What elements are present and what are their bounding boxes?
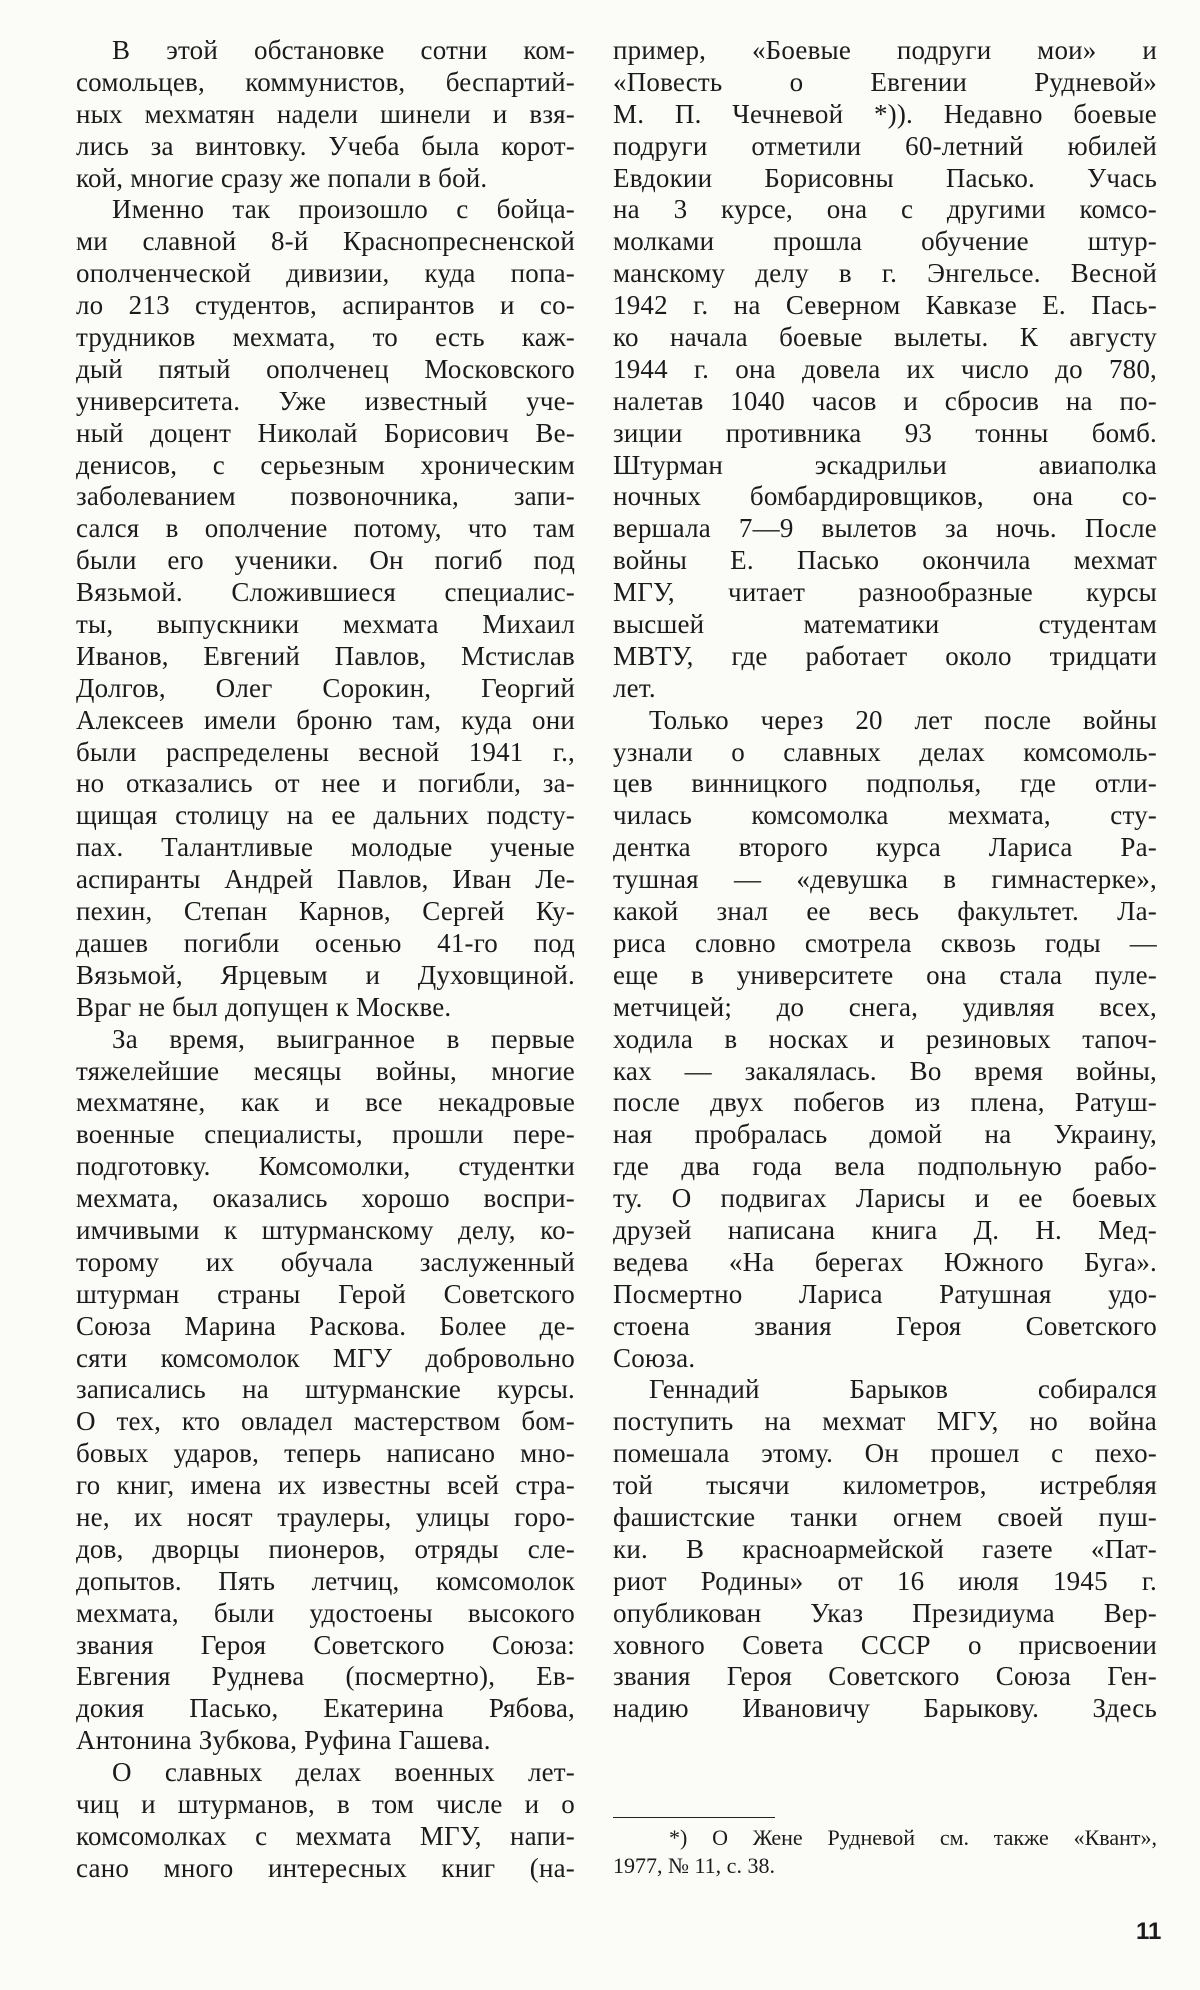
text-line: сяти комсомолок МГУ добровольно bbox=[76, 1342, 575, 1373]
text-line: узнали о славных делах комсомоль- bbox=[613, 736, 1157, 767]
text-line: имчивыми к штурманскому делу, ко- bbox=[76, 1214, 575, 1245]
text-line: 1944 г. она довела их число до 780, bbox=[613, 353, 1157, 384]
text-line: ведева «На берегах Южного Буга». bbox=[613, 1246, 1157, 1277]
text-line: военные специалисты, прошли пере- bbox=[76, 1119, 575, 1150]
text-line: Только через 20 лет после войны bbox=[649, 704, 1157, 735]
text-line: друзей написана книга Д. Н. Мед- bbox=[613, 1214, 1157, 1245]
text-line: МВТУ, где работает около тридцати bbox=[613, 640, 1157, 671]
text-line: щищая столицу на ее дальних подсту- bbox=[76, 800, 575, 831]
paragraph bbox=[613, 705, 1157, 1375]
text-line: ко начала боевые вылеты. К августу bbox=[613, 322, 1157, 353]
text-line: мехматяне, как и все некадровые bbox=[76, 1087, 575, 1118]
paragraph bbox=[76, 194, 575, 1023]
paragraph bbox=[76, 35, 575, 194]
paragraph bbox=[613, 1374, 1157, 1725]
text-line: О славных делах военных лет- bbox=[112, 1757, 575, 1788]
text-line: надию Ивановичу Барыкову. Здесь bbox=[613, 1693, 1157, 1724]
text-line: сано много интересных книг (на- bbox=[76, 1852, 575, 1883]
text-line: риот Родины» от 16 июля 1945 г. bbox=[613, 1565, 1157, 1596]
text-line: ночных бомбардировщиков, она со- bbox=[613, 481, 1157, 512]
text-line: «Повесть о Евгении Рудневой» bbox=[613, 66, 1157, 97]
text-line: Штурман эскадрильи авиаполка bbox=[613, 449, 1157, 480]
paragraph bbox=[613, 35, 1157, 705]
text-line: лет. bbox=[613, 672, 656, 703]
footnote-line: *) О Жене Рудневой см. также «Квант», bbox=[669, 1825, 1157, 1850]
paragraph bbox=[76, 1757, 575, 1885]
text-line: Евгения Руднева (посмертно), Ев- bbox=[76, 1661, 575, 1692]
text-line: тушная — «девушка в гимнастерке», bbox=[613, 864, 1157, 895]
text-line: Долгов, Олег Сорокин, Георгий bbox=[76, 672, 575, 703]
text-line: Алексеев имели броню там, куда они bbox=[76, 704, 575, 735]
text-line: ки. В красноармейской газете «Пат- bbox=[613, 1533, 1157, 1564]
text-line: еще в университете она стала пуле- bbox=[613, 959, 1157, 990]
text-line: тяжелейшие месяцы войны, многие bbox=[76, 1055, 575, 1086]
text-line: опубликован Указ Президиума Вер- bbox=[613, 1597, 1157, 1628]
footnote-divider bbox=[613, 1817, 775, 1818]
text-line: Союза Марина Раскова. Более де- bbox=[76, 1310, 575, 1341]
text-line: Именно так произошло с бойца- bbox=[112, 194, 575, 225]
text-line: после двух побегов из плена, Ратуш- bbox=[613, 1087, 1157, 1118]
text-line: ходила в носках и резиновых тапоч- bbox=[613, 1023, 1157, 1054]
text-line: торому их обучала заслуженный bbox=[76, 1246, 575, 1277]
text-line: дый пятый ополченец Московского bbox=[76, 353, 575, 384]
text-line: бовых ударов, теперь написано мно- bbox=[76, 1438, 575, 1469]
text-line: вершала 7—9 вылетов за ночь. После bbox=[613, 513, 1157, 544]
footnote bbox=[613, 1824, 1157, 1880]
text-line: лись за винтовку. Учеба была корот- bbox=[76, 130, 575, 161]
text-line: звания Героя Советского Союза: bbox=[76, 1629, 575, 1660]
text-line: ных мехматян надели шинели и взя- bbox=[76, 98, 575, 129]
text-line: мехмата, были удостоены высокого bbox=[76, 1597, 575, 1628]
text-line: штурман страны Герой Советского bbox=[76, 1278, 575, 1309]
page-number: 11 bbox=[1136, 1918, 1162, 1945]
text-line: Евдокии Борисовны Пасько. Учась bbox=[613, 162, 1157, 193]
text-line: трудников мехмата, то есть каж- bbox=[76, 322, 575, 353]
text-line: ми славной 8-й Краснопресненской bbox=[76, 226, 575, 257]
text-line: За время, выигранное в первые bbox=[112, 1023, 575, 1054]
text-line: аспиранты Андрей Павлов, Иван Ле- bbox=[76, 864, 575, 895]
text-line: какой знал ее весь факультет. Ла- bbox=[613, 896, 1157, 927]
text-line: денисов, с серьезным хроническим bbox=[76, 449, 575, 480]
text-line: звания Героя Советского Союза Ген- bbox=[613, 1661, 1157, 1692]
text-line: мехмата, оказались хорошо воспри- bbox=[76, 1183, 575, 1214]
text-line: В этой обстановке сотни ком- bbox=[112, 35, 575, 65]
text-line: были его ученики. Он погиб под bbox=[76, 545, 575, 576]
text-line: сомольцев, коммунистов, беспартий- bbox=[76, 66, 575, 97]
text-line: на 3 курсе, она с другими комсо- bbox=[613, 194, 1157, 225]
text-line: допытов. Пять летчиц, комсомолок bbox=[76, 1565, 575, 1596]
text-line: дентка второго курса Лариса Ра- bbox=[613, 832, 1157, 863]
column-left bbox=[76, 35, 575, 1885]
text-line: риса словно смотрела сквозь годы — bbox=[613, 927, 1157, 958]
text-line: подготовку. Комсомолки, студентки bbox=[76, 1151, 575, 1182]
text-line: М. П. Чечневой *)). Недавно боевые bbox=[613, 98, 1157, 129]
text-line: ках — закалялась. Во время войны, bbox=[613, 1055, 1157, 1086]
text-line: манскому делу в г. Энгельсе. Весной bbox=[613, 258, 1157, 289]
text-line: О тех, кто овладел мастерством бом- bbox=[76, 1406, 575, 1437]
text-line: Союза. bbox=[613, 1342, 696, 1373]
text-line: записались на штурманские курсы. bbox=[76, 1374, 575, 1405]
text-line: поступить на мехмат МГУ, но война bbox=[613, 1406, 1157, 1437]
text-line: были распределены весной 1941 г., bbox=[76, 736, 575, 767]
text-line: пример, «Боевые подруги мои» и bbox=[613, 35, 1157, 65]
text-line: Враг не был допущен к Москве. bbox=[76, 991, 452, 1022]
text-line: ло 213 студентов, аспирантов и со- bbox=[76, 290, 575, 321]
text-line: Вязьмой. Сложившиеся специалис- bbox=[76, 577, 575, 608]
text-line: дов, дворцы пионеров, отряды сле- bbox=[76, 1533, 575, 1564]
text-line: 1942 г. на Северном Кавказе Е. Пась- bbox=[613, 290, 1157, 321]
text-line: комсомолках с мехмата МГУ, напи- bbox=[76, 1820, 575, 1851]
footnote-line: 1977, № 11, с. 38. bbox=[613, 1853, 775, 1878]
text-line: Вязьмой, Ярцевым и Духовщиной. bbox=[76, 959, 575, 990]
text-line: где два года вела подпольную рабо- bbox=[613, 1151, 1157, 1182]
text-line: Антонина Зубкова, Руфина Гашева. bbox=[76, 1725, 491, 1756]
text-line: молками прошла обучение штур- bbox=[613, 226, 1157, 257]
text-line: войны Е. Пасько окончила мехмат bbox=[613, 545, 1157, 576]
text-line: ная пробралась домой на Украину, bbox=[613, 1119, 1157, 1150]
text-line: ховного Совета СССР о присвоении bbox=[613, 1629, 1157, 1660]
text-line: чилась комсомолка мехмата, сту- bbox=[613, 800, 1157, 831]
text-line: ополченческой дивизии, куда попа- bbox=[76, 258, 575, 289]
text-line: подруги отметили 60-летний юбилей bbox=[613, 130, 1157, 161]
text-line: сался в ополчение потому, что там bbox=[76, 513, 575, 544]
text-line: зиции противника 93 тонны бомб. bbox=[613, 417, 1157, 448]
text-line: но отказались от нее и погибли, за- bbox=[76, 768, 575, 799]
text-line: дашев погибли осенью 41-го под bbox=[76, 927, 575, 958]
text-line: пах. Талантливые молодые ученые bbox=[76, 832, 575, 863]
text-line: помешала этому. Он прошел с пехо- bbox=[613, 1438, 1157, 1469]
text-line: стоена звания Героя Советского bbox=[613, 1310, 1157, 1341]
text-line: ту. О подвигах Ларисы и ее боевых bbox=[613, 1183, 1157, 1214]
text-line: го книг, имена их известны всей стра- bbox=[76, 1470, 575, 1501]
text-line: чиц и штурманов, в том числе и о bbox=[76, 1788, 575, 1819]
text-line: МГУ, читает разнообразные курсы bbox=[613, 577, 1157, 608]
text-line: пехин, Степан Карнов, Сергей Ку- bbox=[76, 896, 575, 927]
text-line: ты, выпускники мехмата Михаил bbox=[76, 609, 575, 640]
text-line: налетав 1040 часов и сбросив на по- bbox=[613, 385, 1157, 416]
text-line: высшей математики студентам bbox=[613, 609, 1157, 640]
text-line: цев винницкого подполья, где отли- bbox=[613, 768, 1157, 799]
text-line: не, их носят траулеры, улицы горо- bbox=[76, 1501, 575, 1532]
paragraph bbox=[76, 1024, 575, 1757]
text-line: кой, многие сразу же попали в бой. bbox=[76, 162, 488, 193]
text-line: ный доцент Николай Борисович Ве- bbox=[76, 417, 575, 448]
text-line: метчицей; до снега, удивляя всех, bbox=[613, 991, 1157, 1022]
text-line: заболеванием позвоночника, запи- bbox=[76, 481, 575, 512]
text-line: фашистские танки огнем своей пуш- bbox=[613, 1501, 1157, 1532]
text-line: той тысячи километров, истребляя bbox=[613, 1470, 1157, 1501]
text-line: Посмертно Лариса Ратушная удо- bbox=[613, 1278, 1157, 1309]
column-right bbox=[613, 35, 1157, 1725]
text-line: Иванов, Евгений Павлов, Мстислав bbox=[76, 640, 575, 671]
text-line: Геннадий Барыков собирался bbox=[649, 1374, 1157, 1405]
text-line: университета. Уже известный уче- bbox=[76, 385, 575, 416]
text-line: докия Пасько, Екатерина Рябова, bbox=[76, 1693, 575, 1724]
